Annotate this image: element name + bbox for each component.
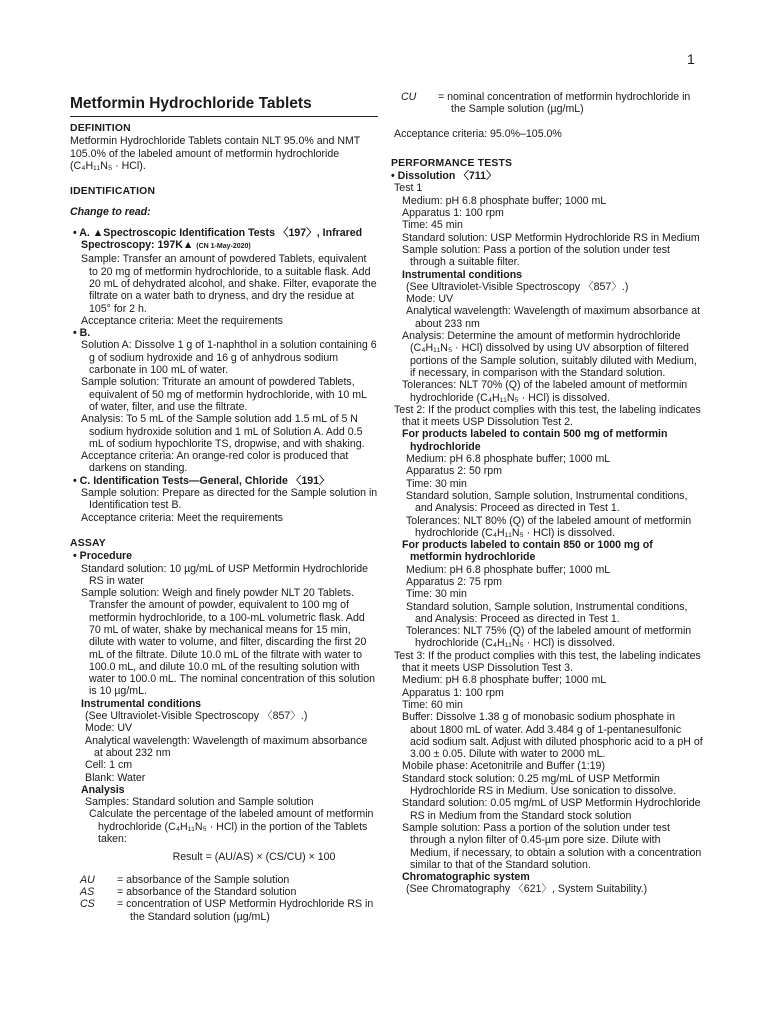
t2-850-time: Time: 30 min <box>406 588 467 601</box>
t2-500-time: Time: 30 min <box>406 477 467 490</box>
id-a-heading: • A. ▲Spectroscopic Identification Tests 〈197〉, Infrared Spectroscopy: 197K▲ (CN 1-May-2020) <box>73 226 363 252</box>
definition-row-au <box>70 874 378 886</box>
test-1-heading: Test 1 <box>394 182 423 195</box>
assay-wavelength: Analytical wavelength: Wavelength of maximum absorbance at about 232 nm <box>85 734 368 759</box>
assay-acceptance: Acceptance criteria: 95.0%–105.0% <box>394 127 562 140</box>
t1-medium: Medium: pH 6.8 phosphate buffer; 1000 mL <box>402 194 607 207</box>
symbol-cs: CS <box>80 898 95 911</box>
id-b-heading: • B. <box>73 327 91 340</box>
t3-time: Time: 60 min <box>402 698 463 711</box>
symbol-au-definition: = absorbance of the Sample solution <box>117 873 290 886</box>
left-column <box>70 91 378 923</box>
definition-row-cs <box>70 898 378 923</box>
id-b-acceptance: Acceptance criteria: An orange-red color is produced that darkens on standing. <box>81 450 349 475</box>
t1-wavelength: Analytical wavelength: Wavelength of maximum absorbance at about 233 nm <box>406 305 701 330</box>
assay-mode: Mode: UV <box>85 722 133 735</box>
t1-instrumental-heading: Instrumental conditions <box>402 268 523 281</box>
symbol-au: AU <box>80 873 95 886</box>
t3-mobile-phase: Mobile phase: Acetonitrile and Buffer (1:19) <box>402 760 605 773</box>
right-column <box>391 91 703 896</box>
id-a-acceptance: Acceptance criteria: Meet the requirements <box>81 314 283 327</box>
analysis-calculation-text: Calculate the percentage of the labeled amount of metformin hydrochloride (C₄H₁₁N₅ · HCl) in the portion of the Tablets taken: <box>89 808 374 846</box>
t3-standard-stock: Standard stock solution: 0.25 mg/mL of USP Metformin Hydrochloride RS in Medium. Use sonication to dissolve. <box>402 772 677 798</box>
analysis-heading: Analysis <box>81 783 125 796</box>
procedure-heading: • Procedure <box>73 550 133 563</box>
id-b-solution-a: Solution A: Dissolve 1 g of 1-naphthol in a solution containing 6 g of sodium hydroxide and 16 g of anhydrous sodium carbonate in 100 mL of water. <box>81 339 377 377</box>
t2-850-tolerances: Tolerances: NLT 75% (Q) of the labeled amount of metformin hydrochloride (C₄H₁₁N₅ · HCl) is dissolved. <box>406 625 692 650</box>
t2-500-heading: For products labeled to contain 500 mg of metformin hydrochloride <box>402 428 668 453</box>
title-rule <box>70 116 378 117</box>
t1-time: Time: 45 min <box>402 219 463 232</box>
assay-cell: Cell: 1 cm <box>85 759 133 772</box>
t1-tolerances: Tolerances: NLT 70% (Q) of the labeled amount of metformin hydrochloride (C₄H₁₁N₅ · HCl) is dissolved. <box>402 379 688 404</box>
symbol-cu-definition: = nominal concentration of metformin hydrochloride in the Sample solution (µg/mL) <box>438 91 691 116</box>
assay-blank: Blank: Water <box>85 771 146 784</box>
t3-see-note: (See Chromatography 〈621〉, System Suitability.) <box>406 883 648 896</box>
symbol-cu: CU <box>401 91 417 103</box>
monograph-title: Metformin Hydrochloride Tablets <box>70 95 312 112</box>
analysis-samples: Samples: Standard solution and Sample solution <box>85 796 314 809</box>
t1-standard-solution: Standard solution: USP Metformin Hydrochloride RS in Medium <box>402 231 700 244</box>
performance-tests-heading: PERFORMANCE TESTS <box>391 157 513 169</box>
symbol-as-definition: = absorbance of the Standard solution <box>117 885 297 898</box>
t2-500-tolerances: Tolerances: NLT 80% (Q) of the labeled amount of metformin hydrochloride (C₄H₁₁N₅ · HCl) is dissolved. <box>406 514 692 539</box>
instrumental-see-note: (See Ultraviolet-Visible Spectroscopy 〈857〉.) <box>85 710 308 723</box>
change-note: Change to read: <box>70 206 151 219</box>
result-equation: Result = (AU/AS) × (CS/CU) × 100 <box>172 851 336 864</box>
definition-row-cu <box>391 91 703 116</box>
t2-850-apparatus: Apparatus 2: 75 rpm <box>406 575 502 588</box>
assay-heading: ASSAY <box>70 537 106 549</box>
symbol-as: AS <box>80 885 95 898</box>
t3-sample-solution: Sample solution: Pass a portion of the solution under test through a nylon filter of 0.45-µm pore size. Dilute with Medium, if necessary, to obtain a solution with a concentration similar to that of the Standard solution. <box>402 821 702 871</box>
cn-note: (CN 1-May-2020) <box>196 243 251 251</box>
t2-500-apparatus: Apparatus 2: 50 rpm <box>406 465 502 478</box>
test-2-heading: Test 2: If the product complies with this test, the labeling indicates that it meets USP Dissolution Test 2. <box>394 403 701 429</box>
t3-standard-solution: Standard solution: 0.05 mg/mL of USP Metformin Hydrochloride RS in Medium from the Standard stock solution <box>402 797 701 822</box>
instrumental-conditions-heading: Instrumental conditions <box>81 697 202 710</box>
definition-row-as <box>70 886 378 898</box>
assay-sample-solution: Sample solution: Weigh and finely powder NLT 20 Tablets. Transfer the amount of powder, equivalent to 100 mg of metformin hydrochloride, to a 100-mL volumetric flask. Add 70 mL of water, shake by mechanical means for 15 min, dilute with water to volume, and filter, discarding the first 20 mL of the filtrate. Dilute 10.0 mL of the filtrate with water to 100.0 mL, and dilute 10.0 mL of the resulting solution with water to 100.0 mL. The nominal concentration of this solution is 10 µg/mL. <box>81 587 376 698</box>
t1-apparatus: Apparatus 1: 100 rpm <box>402 207 504 220</box>
t2-850-heading: For products labeled to contain 850 or 1000 mg of metformin hydrochloride <box>402 539 653 564</box>
t1-see-note: (See Ultraviolet-Visible Spectroscopy 〈857〉.) <box>406 280 629 293</box>
identification-heading: IDENTIFICATION <box>70 186 156 198</box>
id-c-sample-solution: Sample solution: Prepare as directed for the Sample solution in Identification test B. <box>81 487 378 512</box>
id-c-heading: • C. Identification Tests—General, Chloride 〈191〉 <box>73 474 330 487</box>
t1-mode: Mode: UV <box>406 293 454 306</box>
t3-buffer: Buffer: Dissolve 1.38 g of monobasic sodium phosphate in about 1800 mL of water. Add 3.484 g of 1-pentanesulfonic acid sodium salt. Adjust with diluted phosphoric acid to a pH of 3.00 ± 0.05. Dilute with water to 2000 mL. <box>402 711 703 761</box>
id-a-sample: Sample: Transfer an amount of powdered Tablets, equivalent to 20 mg of metformin hydrochloride, to a suitable flask. Add 20 mL of dehydrated alcohol, and shake. Filter, evaporate the filtrate on a water bath to dryness, and dry the residue at 105° for 2 h. <box>81 253 377 315</box>
symbol-cs-definition: = concentration of USP Metformin Hydrochloride RS in the Standard solution (µg/mL) <box>117 898 374 923</box>
t2-500-medium: Medium: pH 6.8 phosphate buffer; 1000 mL <box>406 453 611 466</box>
t3-chromatographic-heading: Chromatographic system <box>402 871 530 884</box>
id-c-acceptance: Acceptance criteria: Meet the requirements <box>81 511 283 524</box>
t1-sample-solution: Sample solution: Pass a portion of the solution under test through a suitable filter. <box>402 243 670 269</box>
t2-850-medium: Medium: pH 6.8 phosphate buffer; 1000 mL <box>406 563 611 576</box>
t3-medium: Medium: pH 6.8 phosphate buffer; 1000 mL <box>402 674 607 687</box>
dissolution-heading: • Dissolution 〈711〉 <box>391 170 497 183</box>
t2-850-proceed: Standard solution, Sample solution, Instrumental conditions, and Analysis: Proceed as directed in Test 1. <box>406 600 688 625</box>
t3-apparatus: Apparatus 1: 100 rpm <box>402 686 504 699</box>
id-b-sample-solution: Sample solution: Triturate an amount of powdered Tablets, equivalent of 50 mg of metformin hydrochloride, with 10 mL of water, filter, and use the filtrate. <box>81 376 367 413</box>
definition-text: Metformin Hydrochloride Tablets contain NLT 95.0% and NMT 105.0% of the labeled amount of metformin hydrochloride (C₄H₁₁N₅ · HCl). <box>70 135 361 172</box>
t1-analysis: Analysis: Determine the amount of metformin hydrochloride (C₄H₁₁N₅ · HCl) dissolved by using UV absorption of filtered portions of the Sample solution, suitably diluted with Medium, if necessary, in comparison with the Standard solution. <box>402 330 697 379</box>
t2-500-proceed: Standard solution, Sample solution, Instrumental conditions, and Analysis: Proceed as directed in Test 1. <box>406 489 688 515</box>
page-number: 1 <box>687 51 695 67</box>
test-3-heading: Test 3: If the product complies with this test, the labeling indicates that it meets USP Dissolution Test 3. <box>394 649 701 675</box>
assay-standard-solution: Standard solution: 10 µg/mL of USP Metformin Hydrochloride RS in water <box>81 562 368 587</box>
definition-heading: DEFINITION <box>70 123 131 134</box>
id-b-analysis: Analysis: To 5 mL of the Sample solution add 1.5 mL of 5 N sodium hydroxide solution and 1 mL of Solution A. Add 0.5 mL of sodium hypochlorite TS, dropwise, and with shaking. <box>81 413 365 450</box>
